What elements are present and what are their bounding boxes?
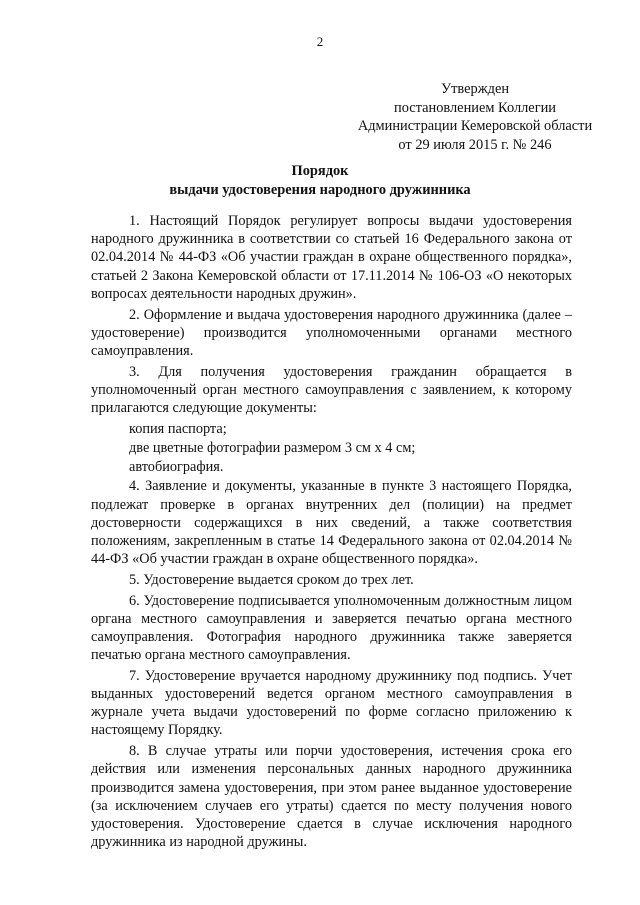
title-line: выдачи удостоверения народного дружинника — [169, 181, 471, 198]
approval-stamp — [340, 80, 610, 154]
paragraph-2: 2. Оформление и выдача удостоверения народного дружинника (далее – удостоверение) производится уполномоченными органами местного самоуправления. — [91, 306, 572, 359]
paragraph-8: 8. В случае утраты или порчи удостоверения, истечения срока его действия или изменения персональных данных народного дружинника производится замена удостоверения, при этом ранее выданное удостоверение (за исключением случаев его утраты) сдается по месту получения нового удостоверения. Удостоверение сдается в случае исключения народного дружинника из народной дружины. — [91, 743, 572, 851]
document-list-item: автобиография. — [129, 459, 224, 476]
paragraph-6: 6. Удостоверение подписывается уполномоченным должностным лицом органа местного самоуправления и заверяется печатью органа местного самоуправления. Фотография народного дружинника также заверяется печатью органа местного самоуправления. — [91, 592, 572, 664]
document-list-item: копия паспорта; — [129, 420, 227, 437]
approval-line: Администрации Кемеровской области — [357, 118, 593, 134]
paragraph-7: 7. Удостоверение вручается народному дружиннику под подпись. Учет выданных удостоверений ведется органом местного самоуправления в журнале учета выдачи удостоверений по форме согласно приложению к настоящему Порядку. — [91, 667, 572, 739]
document-title — [0, 162, 640, 199]
title-line: Порядок — [291, 163, 349, 179]
document-list-item: две цветные фотографии размером 3 см х 4 см; — [129, 439, 416, 456]
document-body — [91, 212, 572, 854]
paragraph-3: 3. Для получения удостоверения гражданин обращается в уполномоченный орган местного самоуправления с заявлением, к которому прилагаются следующие документы: — [91, 363, 572, 417]
paragraph-5: 5. Удостоверение выдается сроком до трех лет. — [129, 571, 414, 588]
paragraph-1: 1. Настоящий Порядок регулирует вопросы выдачи удостоверения народного дружинника в соответствии со статьей 16 Федерального закона от 02.04.2014 № 44-ФЗ «Об участии граждан в охране общественного порядка», статьей 2 Закона Кемеровской области от 17.11.2014 № 106-ОЗ «О некоторых вопросах деятельности народных дружин». — [91, 213, 572, 302]
approval-line: Утвержден — [440, 81, 510, 97]
paragraph-4: 4. Заявление и документы, указанные в пункте 3 настоящего Порядка, подлежат проверке в органах внутренних дел (полиции) на предмет достоверности содержащихся в них сведений, а также соответствия положениям, закрепленным в статье 14 Федерального закона от 02.04.2014 № 44-ФЗ «Об участии граждан в охране общественного порядка». — [91, 478, 572, 568]
approval-line: постановлением Коллегии — [394, 99, 556, 116]
approval-line: от 29 июля 2015 г. № 246 — [398, 136, 552, 153]
page-number: 2 — [316, 34, 324, 49]
